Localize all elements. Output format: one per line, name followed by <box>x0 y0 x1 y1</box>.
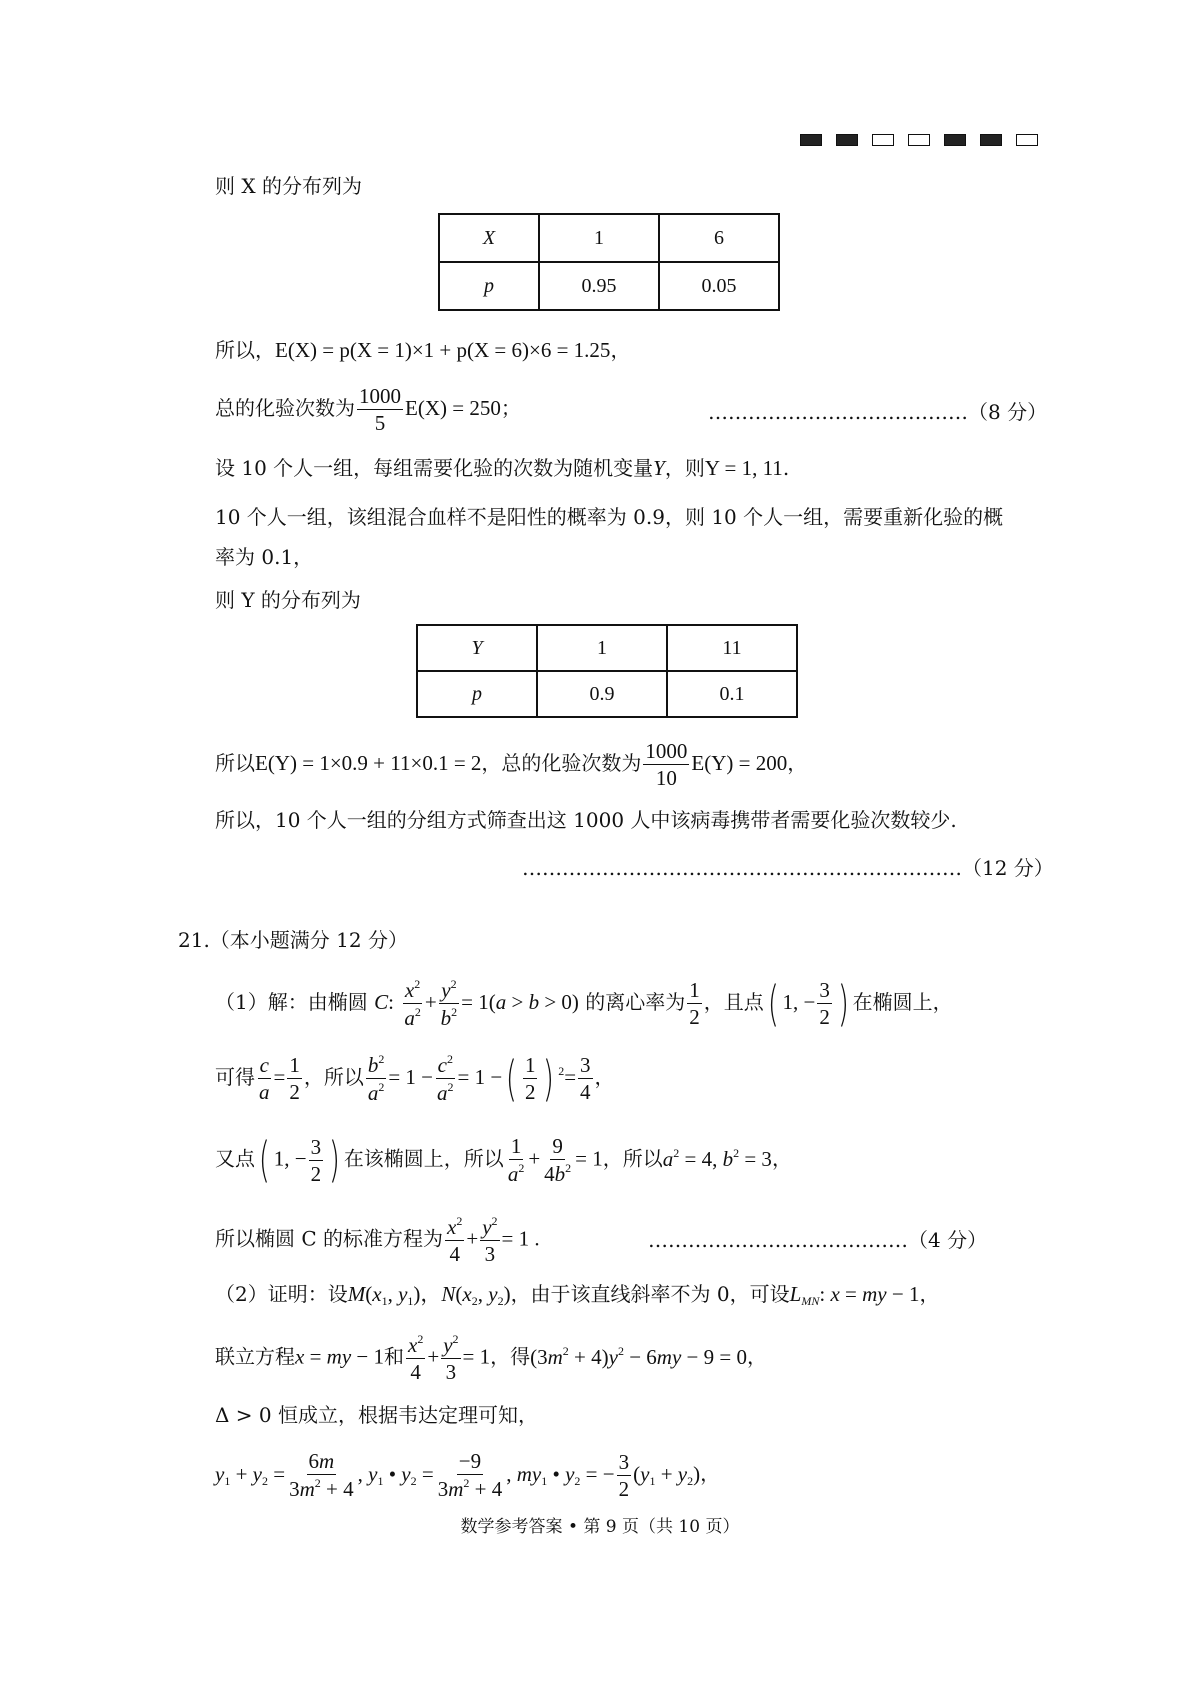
probability-line-2: 率为 0.1， <box>215 545 314 569</box>
header-mark <box>800 134 822 146</box>
header-mark <box>908 134 930 146</box>
header-mark <box>980 134 1002 146</box>
fraction: $\frac{1000}{5}$ <box>359 384 401 436</box>
point-on-ellipse-line: 又点( 1, − $\frac{3}{2}$ ) 在该椭圆上，所以 $\frac{1}{a^2}$ + $\frac{9}{4b^2}$ = 1，所以$a^2 = 4$, $b^2 = 3$， <box>215 1132 792 1189</box>
fraction: $\frac{3}{2}$ <box>310 1134 322 1186</box>
table-cell: 0.9 <box>537 671 667 717</box>
fraction: $\frac{1}{2}$ <box>689 978 700 1030</box>
score-8: …………………………………（8 分） <box>708 400 1048 424</box>
expectation-y-line: 所以E(Y) = 1×0.9 + 11×0.1 = 2，总的化验次数为 $\frac{1000}{10}$ E(Y) = 200， <box>215 739 808 791</box>
total-x-line: 总的化验次数为 $\frac{1000}{5}$ E(X) = 250； <box>215 384 521 436</box>
fraction: $\frac{3}{2}$ <box>618 1449 630 1501</box>
table-cell: Y <box>417 625 537 671</box>
table-cell: 1 <box>537 625 667 671</box>
header-mark <box>944 134 966 146</box>
x-dist-intro: 则 X 的分布列为 <box>215 174 362 198</box>
table-row <box>417 625 797 671</box>
table-row <box>417 671 797 717</box>
table-cell: 0.05 <box>659 262 779 310</box>
y-dist-intro: 则 Y 的分布列为 <box>215 588 361 612</box>
fraction: $\frac{6m}{3m^2 + 4}$ <box>289 1449 354 1502</box>
y-setup-line: 设 10 个人一组，每组需要化验的次数为随机变量Y，则Y = 1, 11. <box>215 456 790 480</box>
math-formula: E(X) = p(X = 1)×1 + p(X = 6)×6 = 1.25 <box>275 338 611 362</box>
fraction: $\frac{c^2}{a^2}$ <box>437 1052 454 1106</box>
fraction: $\frac{1}{a^2}$ <box>507 1134 525 1187</box>
header-mark <box>872 134 894 146</box>
fraction: $\frac{9}{4b^2}$ <box>544 1134 572 1187</box>
q21-part2-line: （2）证明：设M(x1, y1)，N(x2, y2)，由于该直线斜率不为 0，可设LMN: x = my − 1， <box>215 1282 940 1308</box>
table-cell: 1 <box>539 214 659 262</box>
header-mark <box>1016 134 1038 146</box>
fraction: $\frac{x^2}{a^2}$ <box>404 977 421 1031</box>
table-row <box>439 262 779 310</box>
header-mark <box>836 134 858 146</box>
table-cell: 0.95 <box>539 262 659 310</box>
table-cell: 11 <box>667 625 797 671</box>
standard-equation-line: 所以椭圆 C 的标准方程为 $\frac{x^2}{4}$ + $\frac{y^2}{3}$ = 1 . <box>215 1214 540 1267</box>
q21-part1-line: （1）解：由椭圆 C: $\frac{x^2}{a^2}$ + $\frac{y^2}{b^2}$ = 1(a > b > 0) 的离心率为 $\frac{1}{2}$ ，且点( 1, − $\frac{3}{2}$ ) 在椭圆上， <box>215 975 953 1032</box>
table-cell: 0.1 <box>667 671 797 717</box>
joint-equation-line: 联立方程x = my − 1和 $\frac{x^2}{4}$ + $\frac{y^2}{3}$ = 1，得$(3m^2 + 4)y^2 - 6my - 9 = 0$， <box>215 1332 767 1385</box>
fraction: $\frac{3}{2}$ <box>819 978 830 1030</box>
question-21-title: 21.（本小题满分 12 分） <box>178 928 408 952</box>
table-row <box>439 214 779 262</box>
table-cell: X <box>439 214 539 262</box>
fraction: $\frac{y^2}{3}$ <box>482 1214 498 1267</box>
fraction: $\frac{b^2}{a^2}$ <box>367 1052 385 1106</box>
fraction: $\frac{1}{2}$ <box>289 1053 300 1105</box>
vieta-line: y1 + y2 = $\frac{6m}{3m^2 + 4}$ , y1 • y2 = $\frac{-9}{3m^2 + 4}$ , my1 • y2 = − $\frac{3}{2}$ (y1 + y2)， <box>215 1449 721 1502</box>
table-cell: p <box>439 262 539 310</box>
expectation-x-line: 所以，E(X) = p(X = 1)×1 + p(X = 6)×6 = 1.25， <box>215 338 631 362</box>
fraction: $\frac{y^2}{b^2}$ <box>440 977 458 1031</box>
x-distribution-table <box>438 213 780 311</box>
y-distribution-table <box>416 624 798 718</box>
table-cell: p <box>417 671 537 717</box>
fraction: $\frac{y^2}{3}$ <box>443 1332 459 1385</box>
page-footer: 数学参考答案 • 第 9 页（共 10 页） <box>460 1517 740 1537</box>
fraction: $\frac{1}{2}$ <box>524 1053 536 1105</box>
delta-line: Δ > 0 恒成立，根据韦达定理可知， <box>215 1403 538 1427</box>
score-12: …………………………………………………………（12 分） <box>522 856 1054 880</box>
fraction: $\frac{c}{a}$ <box>259 1053 270 1105</box>
fraction: $\frac{x^2}{4}$ <box>408 1332 424 1385</box>
header-marks <box>800 134 1038 146</box>
table-cell: 6 <box>659 214 779 262</box>
eccentricity-line: 可得 $\frac{c}{a}$ = $\frac{1}{2}$ ，所以 $\frac{b^2}{a^2}$ = 1 − $\frac{c^2}{a^2}$ = 1 −( $\frac{1}{2}$ ) $^2$= $\frac{3}{4}$ ， <box>215 1050 615 1107</box>
fraction: $\frac{x^2}{4}$ <box>447 1214 463 1267</box>
fraction: $\frac{1000}{10}$ <box>645 739 688 791</box>
fraction: $\frac{-9}{3m^2 + 4}$ <box>437 1449 503 1502</box>
fraction: $\frac{3}{4}$ <box>580 1053 591 1105</box>
probability-line-1: 10 个人一组，该组混合血样不是阳性的概率为 0.9，则 10 个人一组，需要重新化验的概 <box>215 505 1004 529</box>
conclusion-line: 所以，10 个人一组的分组方式筛查出这 1000 人中该病毒携带者需要化验次数较少. <box>215 808 957 832</box>
score-4: …………………………………（4 分） <box>648 1228 988 1252</box>
